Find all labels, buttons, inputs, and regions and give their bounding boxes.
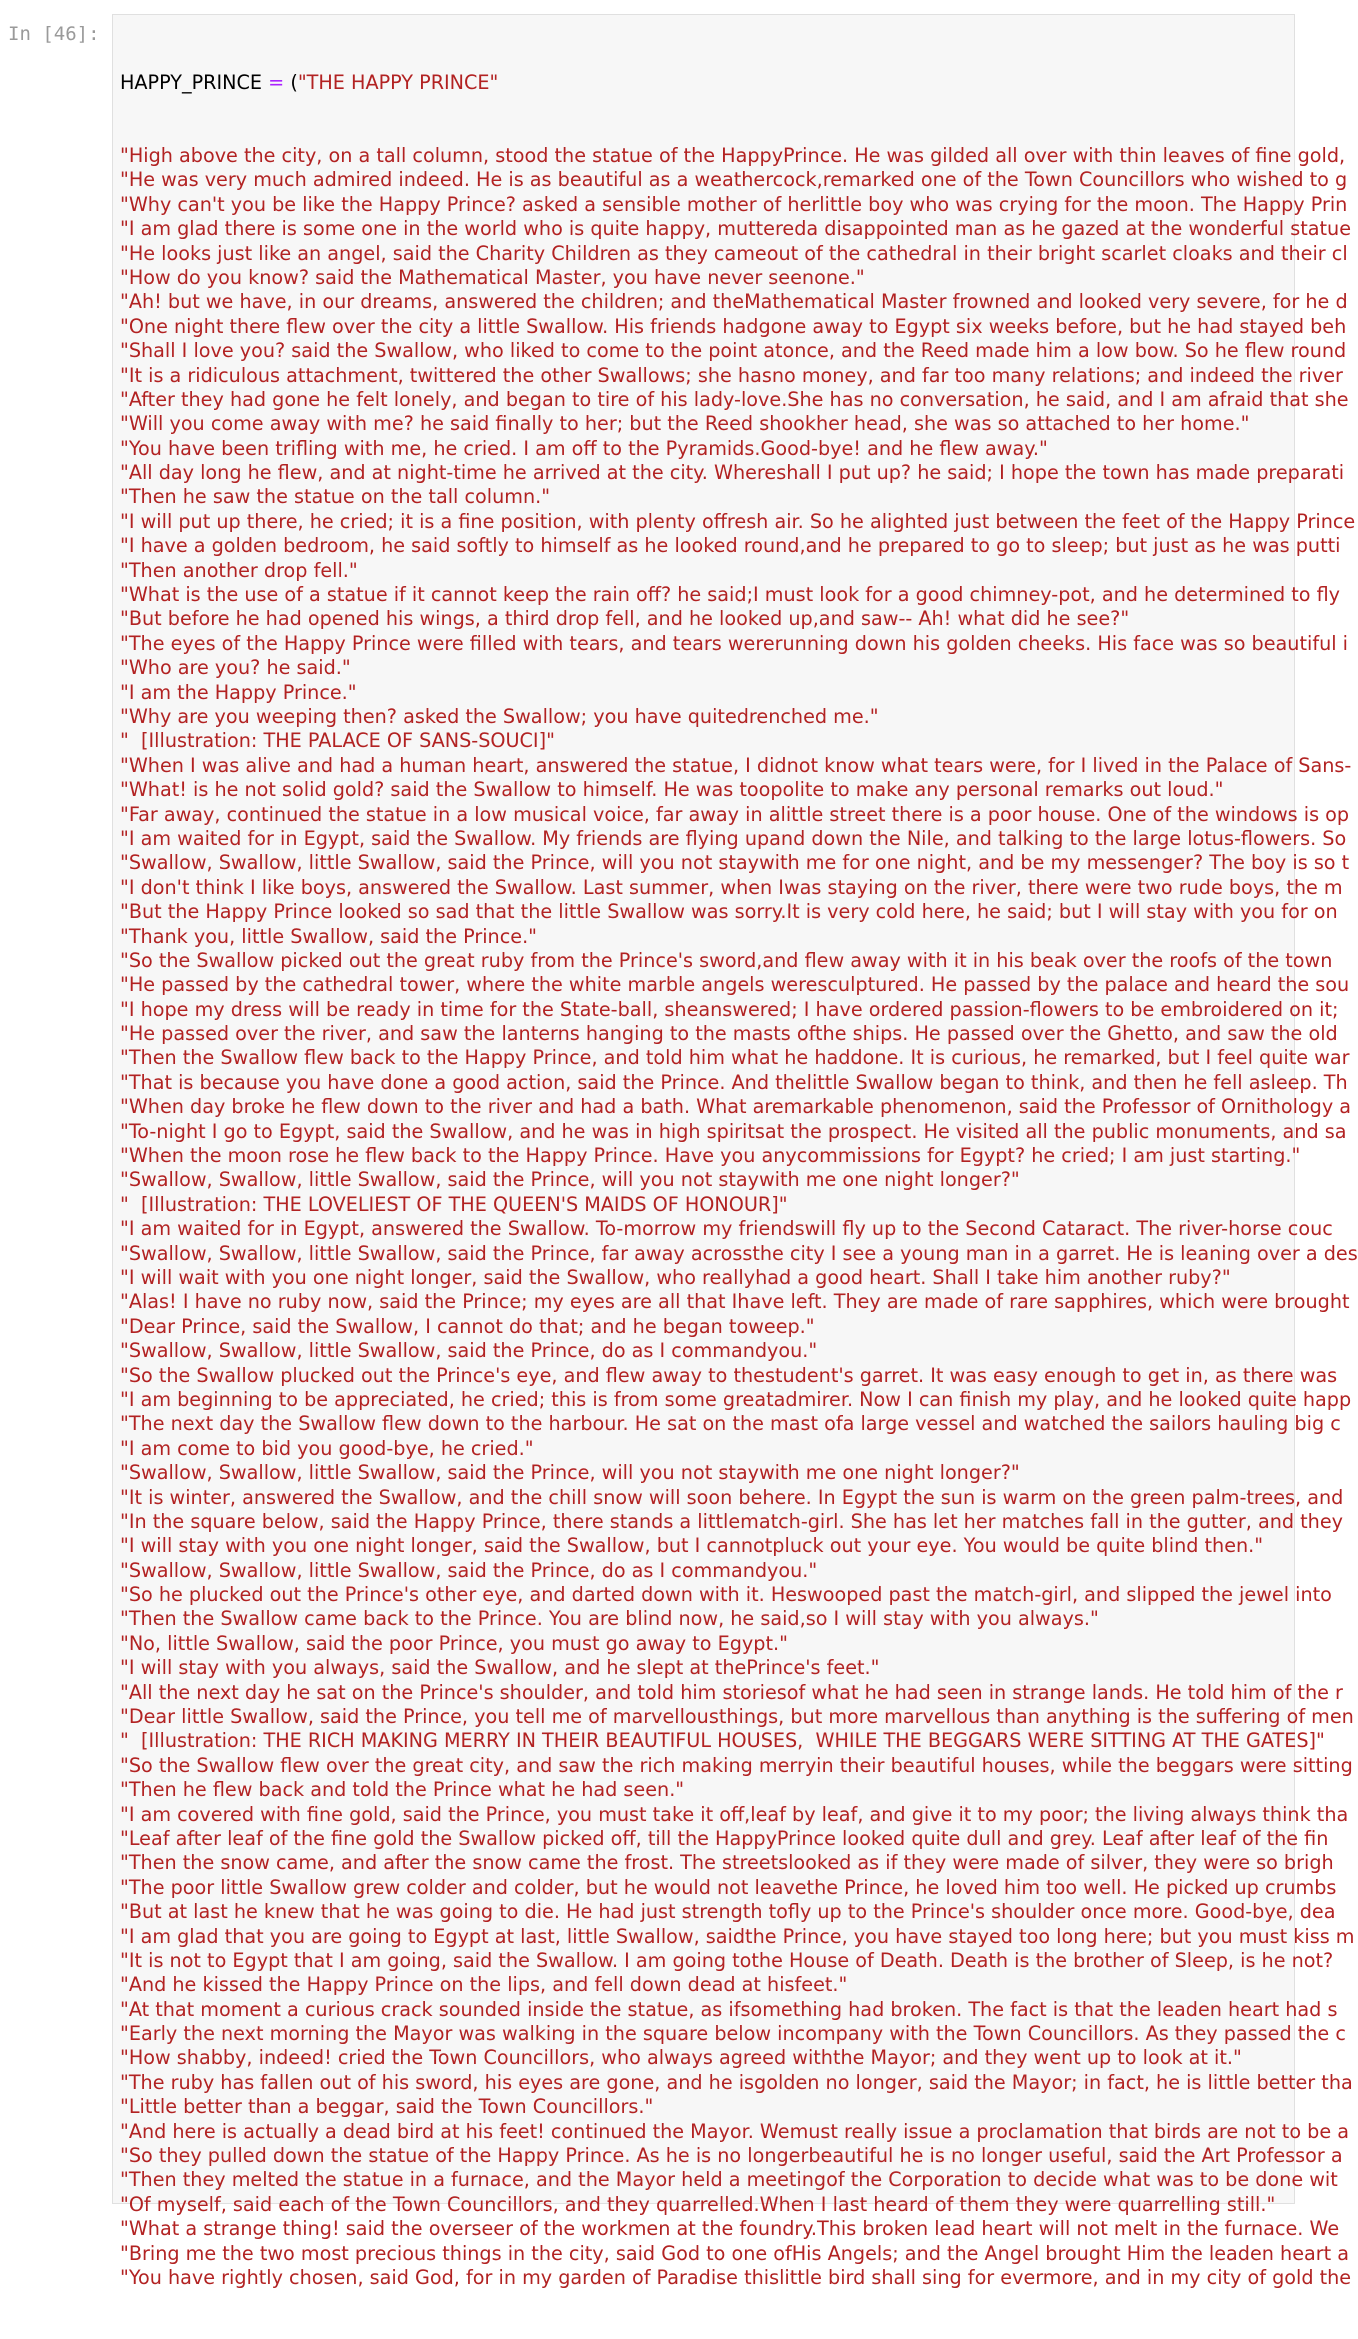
code-line: "Thank you, little Swallow, said the Prince." (120, 924, 537, 948)
code-line: "I am glad that you are going to Egypt at last, little Swallow, saidthe Prince, you have stayed too long here; but you must kiss m (120, 1924, 1355, 1948)
code-line: "After they had gone he felt lonely, and began to tire of his lady-love.She has no conversation, he said, and I am afraid that she (120, 387, 1349, 411)
code-line: "Dear little Swallow, said the Prince, you tell me of marvellousthings, but more marvellous than anything is the suffering of men (120, 1705, 1354, 1729)
code-editor[interactable] (112, 14, 1358, 2289)
code-line: "I am waited for in Egypt, answered the Swallow. To-morrow my friendswill fly up to the Second Cataract. The river-horse couc (120, 1217, 1333, 1241)
code-line: "I will stay with you always, said the Swallow, and he slept at thePrince's feet." (120, 1656, 880, 1680)
code-line: "I am the Happy Prince." (120, 680, 357, 704)
code-line: "So they pulled down the statue of the Happy Prince. As he is no longerbeautiful he is no longer useful, said the Art Professor a (120, 2144, 1343, 2168)
code-line: "I am beginning to be appreciated, he cried; this is from some greatadmirer. Now I can finish my play, and he looked quite happ (120, 1387, 1352, 1411)
code-line: "Then he saw the statue on the tall column." (120, 485, 551, 509)
code-line: "It is a ridiculous attachment, twittered the other Swallows; she hasno money, and far too many relations; and indeed the river (120, 363, 1343, 387)
code-line: "The ruby has fallen out of his sword, his eyes are gone, and he isgolden no longer, said the Mayor; in fact, he is little better tha (120, 2070, 1353, 2094)
string-literal: "THE HAPPY PRINCE" (297, 70, 499, 94)
code-line: "All the next day he sat on the Prince's shoulder, and told him storiesof what he had seen in strange lands. He told him of the r (120, 1680, 1343, 1704)
code-line: "Ah! but we have, in our dreams, answered the children; and theMathematical Master frowned and looked very severe, for he d (120, 290, 1348, 314)
code-line: "Little better than a beggar, said the Town Councillors." (120, 2095, 654, 2119)
code-line: "And he kissed the Happy Prince on the lips, and fell down dead at hisfeet." (120, 1973, 848, 1997)
code-line: "The eyes of the Happy Prince were filled with tears, and tears wererunning down his golden cheeks. His face was so beautiful i (120, 631, 1348, 655)
code-line: "Swallow, Swallow, little Swallow, said the Prince, far away acrossthe city I see a young man in a garret. He is leaning over a des (120, 1241, 1358, 1265)
code-line: "Then the Swallow flew back to the Happy Prince, and told him what he haddone. It is curious, he remarked, but I feel quite war (120, 1046, 1350, 1070)
code-line: "So the Swallow picked out the great ruby from the Prince's sword,and flew away with it in his beak over the roofs of the town (120, 948, 1333, 972)
code-line: "Swallow, Swallow, little Swallow, said the Prince, will you not staywith me for one night, and be my messenger? The boy is so t (120, 851, 1350, 875)
code-line: "He passed over the river, and saw the lanterns hanging to the masts ofthe ships. He passed over the Ghetto, and saw the old (120, 1022, 1338, 1046)
code-line: "And here is actually a dead bird at his feet! continued the Mayor. Wemust really issue a proclamation that birds are not to be a (120, 2119, 1350, 2143)
code-line: "Shall I love you? said the Swallow, who liked to come to the point atonce, and the Reed made him a low bow. So he flew round (120, 339, 1347, 363)
code-line: "It is winter, answered the Swallow, and the chill snow will soon behere. In Egypt the sun is warm on the green palm-trees, and (120, 1485, 1344, 1509)
assignment-operator: = (268, 70, 285, 94)
code-line: "I am waited for in Egypt, said the Swallow. My friends are flying upand down the Nile, and talking to the large lotus-flowers. So (120, 826, 1347, 850)
code-line: "Swallow, Swallow, little Swallow, said the Prince, will you not staywith me one night longer?" (120, 1461, 1020, 1485)
code-line: "I will wait with you one night longer, said the Swallow, who reallyhad a good heart. Shall I take him another ruby?" (120, 1265, 1231, 1289)
code-line: "He was very much admired indeed. He is as beautiful as a weathercock,remarked one of the Town Councillors who wished to g (120, 168, 1348, 192)
open-paren: ( (290, 70, 298, 94)
code-line: "I am come to bid you good-bye, he cried." (120, 1436, 534, 1460)
code-line: "Who are you? he said." (120, 656, 351, 680)
code-line: "No, little Swallow, said the poor Prince, you must go away to Egypt." (120, 1631, 788, 1655)
code-line: "What is the use of a statue if it cannot keep the rain off? he said;I must look for a good chimney-pot, and he determined to fly (120, 583, 1341, 607)
code-line-first (120, 71, 1294, 95)
code-line: "That is because you have done a good action, said the Prince. And thelittle Swallow began to think, and then he fell asleep. Th (120, 1070, 1348, 1094)
code-line: "Swallow, Swallow, little Swallow, said the Prince, do as I commandyou." (120, 1339, 818, 1363)
code-line: "When day broke he flew down to the river and had a bath. What aremarkable phenomenon, said the Professor of Ornithology a (120, 1095, 1352, 1119)
string-lines (120, 144, 1358, 2290)
code-line: "I am covered with fine gold, said the Prince, you must take it off,leaf by leaf, and give it to my poor; the living always think tha (120, 1802, 1349, 1826)
code-line: "High above the city, on a tall column, stood the statue of the HappyPrince. He was gilded all over with thin leaves of fine gold, (120, 144, 1346, 168)
code-line: " [Illustration: THE PALACE OF SANS-SOUCI]" (120, 729, 555, 753)
code-line: " [Illustration: THE LOVELIEST OF THE QUEEN'S MAIDS OF HONOUR]" (120, 1192, 788, 1216)
code-line: "Far away, continued the statue in a low musical voice, far away in alittle street there is a poor house. One of the windows is op (120, 802, 1350, 826)
code-line: "Leaf after leaf of the fine gold the Swallow picked off, till the HappyPrince looked quite dull and grey. Leaf after leaf of the fin (120, 1826, 1329, 1850)
code-line: "One night there flew over the city a little Swallow. His friends hadgone away to Egypt six weeks before, but he had stayed beh (120, 314, 1347, 338)
code-line: "I don't think I like boys, answered the Swallow. Last summer, when Iwas staying on the river, there were two rude boys, the m (120, 875, 1343, 899)
code-line: "When the moon rose he flew back to the Happy Prince. Have you anycommissions for Egypt? he cried; I am just starting." (120, 1144, 1301, 1168)
code-text (113, 15, 1358, 2339)
code-line: "What a strange thing! said the overseer of the workmen at the foundry.This broken lead heart will not melt in the furnace. We (120, 2217, 1340, 2241)
code-line: "So the Swallow plucked out the Prince's eye, and flew away to thestudent's garret. It was easy enough to get in, as there was (120, 1363, 1338, 1387)
code-line: "I hope my dress will be ready in time for the State-ball, sheanswered; I have ordered passion-flowers to be embroidered on it; (120, 997, 1339, 1021)
code-line: "Then the Swallow came back to the Prince. You are blind now, he said,so I will stay with you always." (120, 1607, 1099, 1631)
code-line: "It is not to Egypt that I am going, said the Swallow. I am going tothe House of Death. Death is the brother of Sleep, is he not? (120, 1948, 1334, 1972)
code-line: "I have a golden bedroom, he said softly to himself as he looked round,and he prepared to go to sleep; but just as he was putti (120, 534, 1341, 558)
code-line: "Alas! I have no ruby now, said the Prince; my eyes are all that Ihave left. They are made of rare sapphires, which were brought (120, 1290, 1350, 1314)
code-line: "But at last he knew that he was going to die. He had just strength tofly up to the Prince's shoulder once more. Good-bye, dea (120, 1900, 1336, 1924)
code-line: "I will stay with you one night longer, said the Swallow, but I cannotpluck out your eye. You would be quite blind then." (120, 1534, 1264, 1558)
code-line: "Then the snow came, and after the snow came the frost. The streetslooked as if they were made of silver, they were so brigh (120, 1851, 1334, 1875)
code-line: "He looks just like an angel, said the Charity Children as they cameout of the cathedral in their bright scarlet cloaks and their cl (120, 241, 1348, 265)
code-line: "All day long he flew, and at night-time he arrived at the city. Whereshall I put up? he said; I hope the town has made preparati (120, 461, 1345, 485)
code-line: "Why can't you be like the Happy Prince? asked a sensible mother of herlittle boy who was crying for the moon. The Happy Prin (120, 192, 1348, 216)
code-line: "But before he had opened his wings, a third drop fell, and he looked up,and saw-- Ah! what did he see?" (120, 607, 1130, 631)
code-line: "Then they melted the statue in a furnace, and the Mayor held a meetingof the Corporation to decide what was to be done wit (120, 2168, 1338, 2192)
code-line: "To-night I go to Egypt, said the Swallow, and he was in high spiritsat the prospect. He visited all the public monuments, and sa (120, 1119, 1347, 1143)
code-line: "What! is he not solid gold? said the Swallow to himself. He was toopolite to make any personal remarks out loud." (120, 778, 1224, 802)
cell-prompt: In [46]: (8, 23, 100, 45)
code-line: "I will put up there, he cried; it is a fine position, with plenty offresh air. So he alighted just between the feet of the Happy Prince (120, 509, 1356, 533)
code-line: "When I was alive and had a human heart, answered the statue, I didnot know what tears were, for I lived in the Palace of Sans- (120, 753, 1352, 777)
code-line: "Dear Prince, said the Swallow, I cannot do that; and he began toweep." (120, 1314, 815, 1338)
code-line: "Early the next morning the Mayor was walking in the square below incompany with the Town Councillors. As they passed the c (120, 2022, 1346, 2046)
code-line: "But the Happy Prince looked so sad that the little Swallow was sorry.It is very cold here, he said; but I will stay with you for on (120, 900, 1338, 924)
code-line: "Why are you weeping then? asked the Swallow; you have quitedrenched me." (120, 705, 879, 728)
code-line: "He passed by the cathedral tower, where the white marble angels weresculptured. He passed by the palace and heard the sou (120, 973, 1350, 997)
code-line: "Will you come away with me? he said finally to her; but the Reed shookher head, she was so attached to her home." (120, 412, 1250, 436)
code-line: "You have rightly chosen, said God, for in my garden of Paradise thislittle bird shall sing for evermore, and in my city of gold the (120, 2266, 1352, 2289)
code-line: "So the Swallow flew over the great city, and saw the rich making merryin their beautiful houses, while the beggars were sitting (120, 1753, 1353, 1777)
code-line: " [Illustration: THE RICH MAKING MERRY IN THEIR BEAUTIFUL HOUSES, WHILE THE BEGGARS WERE SITTING AT THE GATES]" (120, 1729, 1325, 1753)
code-line: "So he plucked out the Prince's other eye, and darted down with it. Heswooped past the match-girl, and slipped the jewel into (120, 1583, 1332, 1607)
code-line: "Swallow, Swallow, little Swallow, said the Prince, do as I commandyou." (120, 1558, 818, 1582)
code-line: "At that moment a curious crack sounded inside the statue, as ifsomething had broken. The fact is that the leaden heart had s (120, 1997, 1338, 2021)
code-line: "How do you know? said the Mathematical Master, you have never seenone." (120, 265, 865, 289)
code-line: "In the square below, said the Happy Prince, there stands a littlematch-girl. She has let her matches fall in the gutter, and they (120, 1509, 1343, 1533)
code-line: "I am glad there is some one in the world who is quite happy, muttereda disappointed man as he gazed at the wonderful statue (120, 217, 1351, 241)
code-line: "How shabby, indeed! cried the Town Councillors, who always agreed withthe Mayor; and they went up to look at it." (120, 2046, 1242, 2070)
code-line: "Then another drop fell." (120, 558, 358, 582)
code-line: "The poor little Swallow grew colder and colder, but he would not leavethe Prince, he loved him too well. He picked up crumbs (120, 1875, 1337, 1899)
code-line: "The next day the Swallow flew down to the harbour. He sat on the mast ofa large vessel and watched the sailors hauling big c (120, 1412, 1341, 1436)
code-line: "Bring me the two most precious things in the city, said God to one ofHis Angels; and the Angel brought Him the leaden heart a (120, 2241, 1350, 2265)
code-line: "Then he flew back and told the Prince what he had seen." (120, 1778, 685, 1802)
variable-name: HAPPY_PRINCE (120, 70, 263, 94)
code-line: "Of myself, said each of the Town Councillors, and they quarrelled.When I last heard of them they were quarrelling still." (120, 2192, 1276, 2216)
code-line: "Swallow, Swallow, little Swallow, said the Prince, will you not staywith me one night longer?" (120, 1168, 1020, 1192)
code-line: "You have been trifling with me, he cried. I am off to the Pyramids.Good-bye! and he flew away." (120, 436, 1048, 460)
